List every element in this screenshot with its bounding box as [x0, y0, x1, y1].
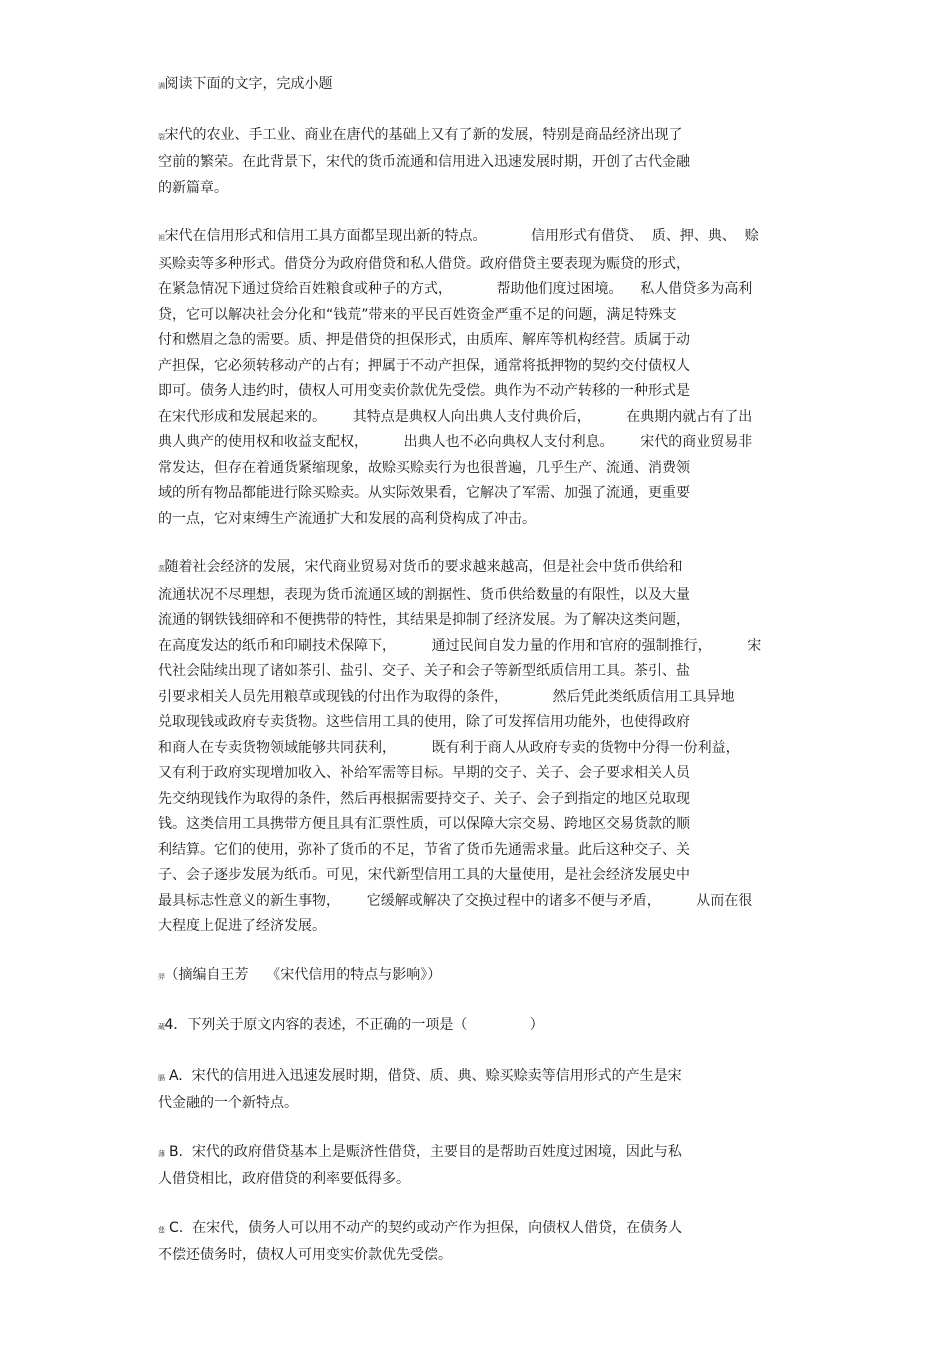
paragraph-line: 兑取现钱或政府专卖货物。这些信用工具的使用，除了可发挥信用功能外，也使得政府 [158, 714, 690, 730]
paragraph-line: 和商人在专卖货物领域能够共同获利， 既有利于商人从政府专卖的货物中分得一份利益， [158, 739, 740, 756]
paragraph-line: 域的所有物品都能进行除买赊卖。从实际效果看，它解决了军需、加强了流通，更重要 [158, 485, 690, 501]
ocr-mark: 裂 [158, 132, 165, 141]
paragraph-line: 付和燃眉之急的需要。质、押是借贷的担保形式，由质库、解库等机构经营。质属于动 [158, 332, 690, 348]
ocr-mark: 满 [158, 82, 165, 90]
paragraph-2 [158, 224, 798, 532]
paragraph-line: 典人典产的使用权和收益支配权， 出典人也不必向典权人支付利息。 宋代的商业贸易非 [158, 434, 753, 450]
option-a [158, 1064, 798, 1117]
option-c [158, 1216, 798, 1269]
ocr-mark: 蒇 [158, 1023, 165, 1031]
paragraph-line: 流通状况不尽理想，表现为货币流通区域的割据性、货币供给数量的有限性，以及大量 [158, 586, 690, 603]
paragraph-line: 引要求相关人员先用粮草或现钱的付出作为取得的条件， 然后凭此类纸质信用工具异地 [158, 688, 735, 705]
paragraph-line: 宋代在信用形式和信用工具方面都呈现出新的特点。 信用形式有借贷、 质、押、典、 赊 [164, 228, 759, 244]
question-text: 4．下列关于原文内容的表述，不正确的一项是（ ） [164, 1017, 544, 1033]
ocr-mark: 膈 [158, 1073, 165, 1082]
paragraph-line: 先交纳现钱作为取得的条件，然后再根据需要持交子、关子、会子到指定的地区兑取现 [158, 790, 690, 807]
paragraph-line: 的一点，它对束缚生产流通扩大和发展的高利贷构成了冲击。 [158, 510, 536, 527]
paragraph-line: 流通的钢铁钱细碎和不便携带的特性，其结果是抑制了经济发展。为了解决这类问题， [158, 612, 690, 628]
ocr-mark: 羿 [158, 972, 165, 981]
ocr-mark: 袒 [158, 234, 165, 242]
paragraph-3 [158, 555, 798, 940]
option-line: A. 宋代的信用进入迅速发展时期，借贷、质、典、赊买赊卖等信用形式的产生是宋 [164, 1067, 682, 1084]
ocr-mark: 薄 [158, 1149, 165, 1158]
paragraph-line: 产担保，它必须转移动产的占有；押属于不动产担保，通常将抵押物的契约交付债权人 [158, 357, 690, 374]
paragraph-line: 最具标志性意义的新生事物， 它缓解或解决了交换过程中的诸多不便与矛盾， 从而在很 [158, 892, 753, 909]
ocr-mark: 莛 [158, 1225, 165, 1234]
paragraph-line: 钱。这类信用工具携带方便且具有汇票性质，可以保障大宗交易、跨地区交易货款的顺 [158, 816, 690, 832]
paragraph-line: 的新篇章。 [158, 179, 228, 196]
paragraph-line: 买赊卖等多种形式。借贷分为政府借贷和私人借贷。政府借贷主要表现为赈贷的形式， [158, 255, 690, 272]
paragraph-line: 宋代的农业、手工业、商业在唐代的基础上又有了新的发展，特别是商品经济出现了 [164, 126, 683, 143]
option-line: 代金融的一个新特点。 [158, 1095, 298, 1111]
paragraph-line: 在宋代形成和发展起来的。 其特点是典权人向出典人支付典价后， 在典期内就占有了出 [158, 408, 753, 425]
instruction-line [158, 72, 798, 100]
paragraph-line: 即可。债务人违约时，债权人可用变卖价款优先受偿。典作为不动产转移的一种形式是 [158, 383, 690, 399]
paragraph-line: 利结算。它们的使用，弥补了货币的不足，节省了货币先通需求量。此后这种交子、关 [158, 841, 690, 858]
option-line: 不偿还债务时，债权人可用变实价款优先受偿。 [158, 1247, 452, 1263]
paragraph-line: 大程度上促进了经济发展。 [158, 918, 326, 934]
source-text: （摘编自王芳 《宋代信用的特点与影响》） [164, 966, 442, 983]
paragraph-1 [158, 123, 798, 202]
option-line: 人借贷相比，政府借贷的利率要低得多。 [158, 1171, 410, 1187]
paragraph-line: 贷，它可以解决社会分化和“钱荒”带来的平民百姓资金严重不足的问题，满足特殊支 [158, 306, 677, 323]
paragraph-line: 空前的繁荣。在此背景下，宋代的货币流通和信用进入迅速发展时期，开创了古代金融 [158, 154, 690, 170]
source-citation [158, 963, 798, 991]
paragraph-line: 子、会子逐步发展为纸币。可见，宋代新型信用工具的大量使用，是社会经济发展史中 [158, 867, 690, 883]
option-b [158, 1140, 798, 1193]
ocr-mark: 蒸 [158, 565, 165, 573]
paragraph-line: 代社会陆续出现了诸如茶引、盐引、交子、关子和会子等新型纸质信用工具。茶引、盐 [158, 663, 690, 679]
option-line: B. 宋代的政府借贷基本上是赈济性借贷，主要目的是帮助百姓度过困境，因此与私 [164, 1143, 682, 1160]
document-page [158, 72, 798, 1269]
paragraph-line: 在高度发达的纸币和印刷技术保障下， 通过民间自发力量的作用和官府的强制推行， 宋 [158, 637, 762, 654]
paragraph-line: 常发达，但存在着通货紧缩现象，故赊买赊卖行为也很普遍，几乎生产、流通、消费领 [158, 459, 690, 476]
instruction-text: 阅读下面的文字，完成小题 [164, 76, 333, 92]
question-stem [158, 1013, 798, 1041]
paragraph-line: 又有利于政府实现增加收入、补给军需等目标。早期的交子、关子、会子要求相关人员 [158, 765, 690, 781]
option-line: C. 在宋代，债务人可以用不动产的契约或动产作为担保，向债权人借贷，在债务人 [164, 1219, 683, 1236]
paragraph-line: 随着社会经济的发展，宋代商业贸易对货币的要求越来越高，但是社会中货币供给和 [164, 559, 683, 575]
paragraph-line: 在紧急情况下通过贷给百姓粮食或种子的方式， 帮助他们度过困境。 私人借贷多为高利 [158, 281, 753, 297]
